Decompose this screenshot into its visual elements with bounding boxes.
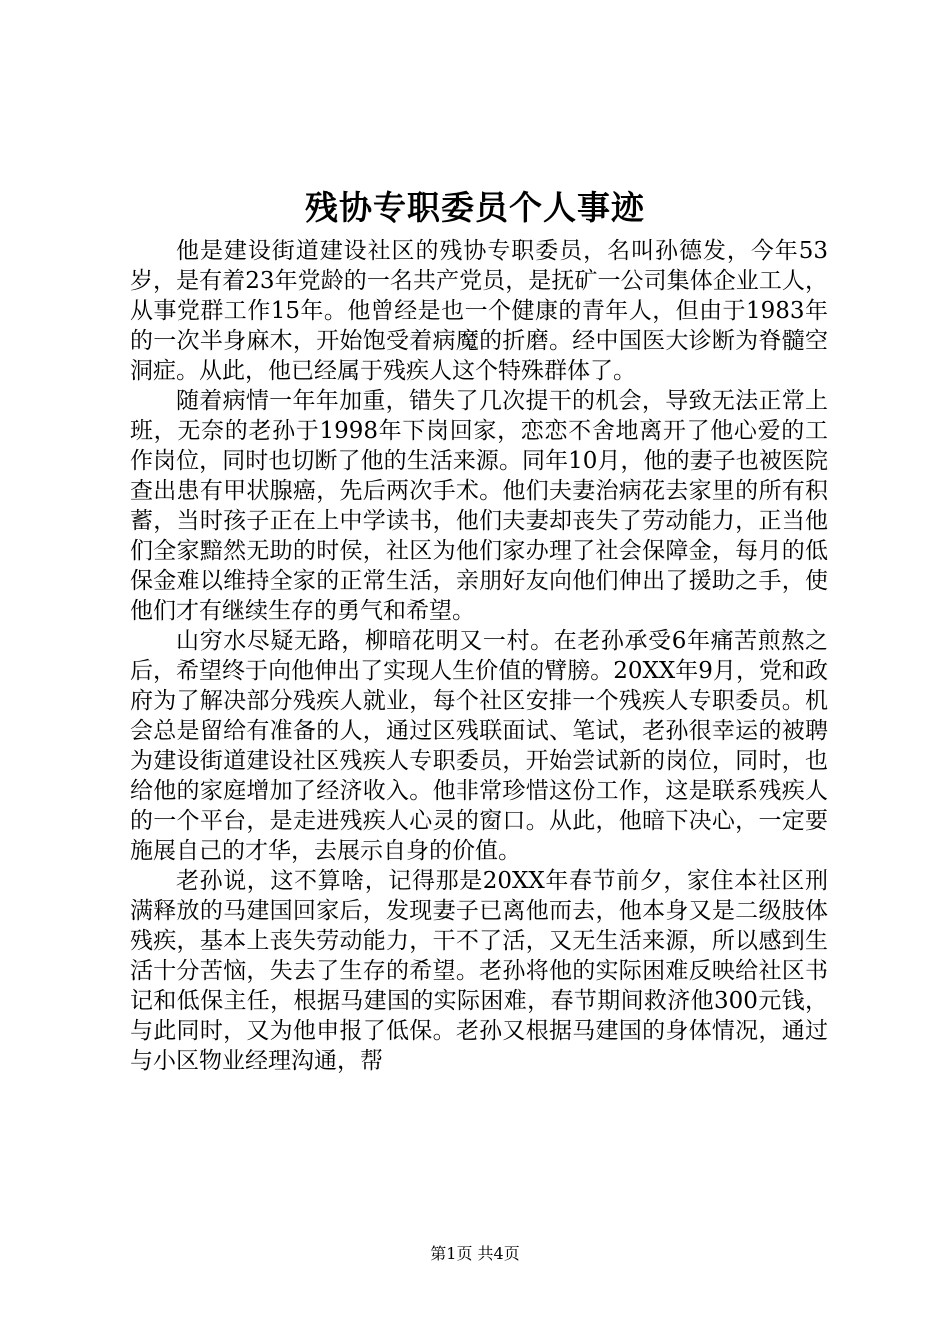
- document-body: [130, 236, 828, 1076]
- paragraph-1: 他是建设街道建设社区的残协专职委员，名叫孙德发，今年53岁，是有着23年党龄的一名共产党员，是抚矿一公司集体企业工人，从事党群工作15年。他曾经是也一个健康的青年人，但由于1983年的一次半身麻木，开始饱受着病魔的折磨。经中国医大诊断为脊髓空洞症。从此，他已经属于残疾人这个特殊群体了。: [130, 238, 828, 384]
- paragraph-3: 山穷水尽疑无路，柳暗花明又一村。在老孙承受6年痛苦煎熬之后，希望终于向他伸出了实现人生价值的臂膀。20XX年9月，党和政府为了解决部分残疾人就业，每个社区安排一个残疾人专职委员。机会总是留给有准备的人，通过区残联面试、笔试，老孙很幸运的被聘为建设街道建设社区残疾人专职委员，开始尝试新的岗位，同时，也给他的家庭增加了经济收入。他非常珍惜这份工作，这是联系残疾人的一个平台，是走进残疾人心灵的窗口。从此，他暗下决心，一定要施展自己的才华，去展示自身的价值。: [130, 628, 828, 864]
- paragraph-2: 随着病情一年年加重，错失了几次提干的机会，导致无法正常上班，无奈的老孙于1998年下岗回家，恋恋不舍地离开了他心爱的工作岗位，同时也切断了他的生活来源。同年10月，他的妻子也被医院查出患有甲状腺癌，先后两次手术。他们夫妻治病花去家里的所有积蓄，当时孩子正在上中学读书，他们夫妻却丧失了劳动能力，正当他们全家黯然无助的时侯，社区为他们家办理了社会保障金，每月的低保金难以维持全家的正常生活，亲朋好友向他们伸出了援助之手，使他们才有继续生存的勇气和希望。: [130, 388, 828, 624]
- paragraph-4: 老孙说，这不算啥，记得那是20XX年春节前夕，家住本社区刑满释放的马建国回家后，发现妻子已离他而去，他本身又是二级肢体残疾，基本上丧失劳动能力，干不了活，又无生活来源，所以感到生活十分苦恼，失去了生存的希望。老孙将他的实际困难反映给社区书记和低保主任，根据马建国的实际困难，春节期间救济他300元钱，与此同时，又为他申报了低保。老孙又根据马建国的身体情况，通过与小区物业经理沟通，帮: [130, 868, 828, 1074]
- document-title: 残协专职委员个人事迹: [305, 188, 645, 227]
- page-number-footer: 第1页 共4页: [430, 1244, 520, 1263]
